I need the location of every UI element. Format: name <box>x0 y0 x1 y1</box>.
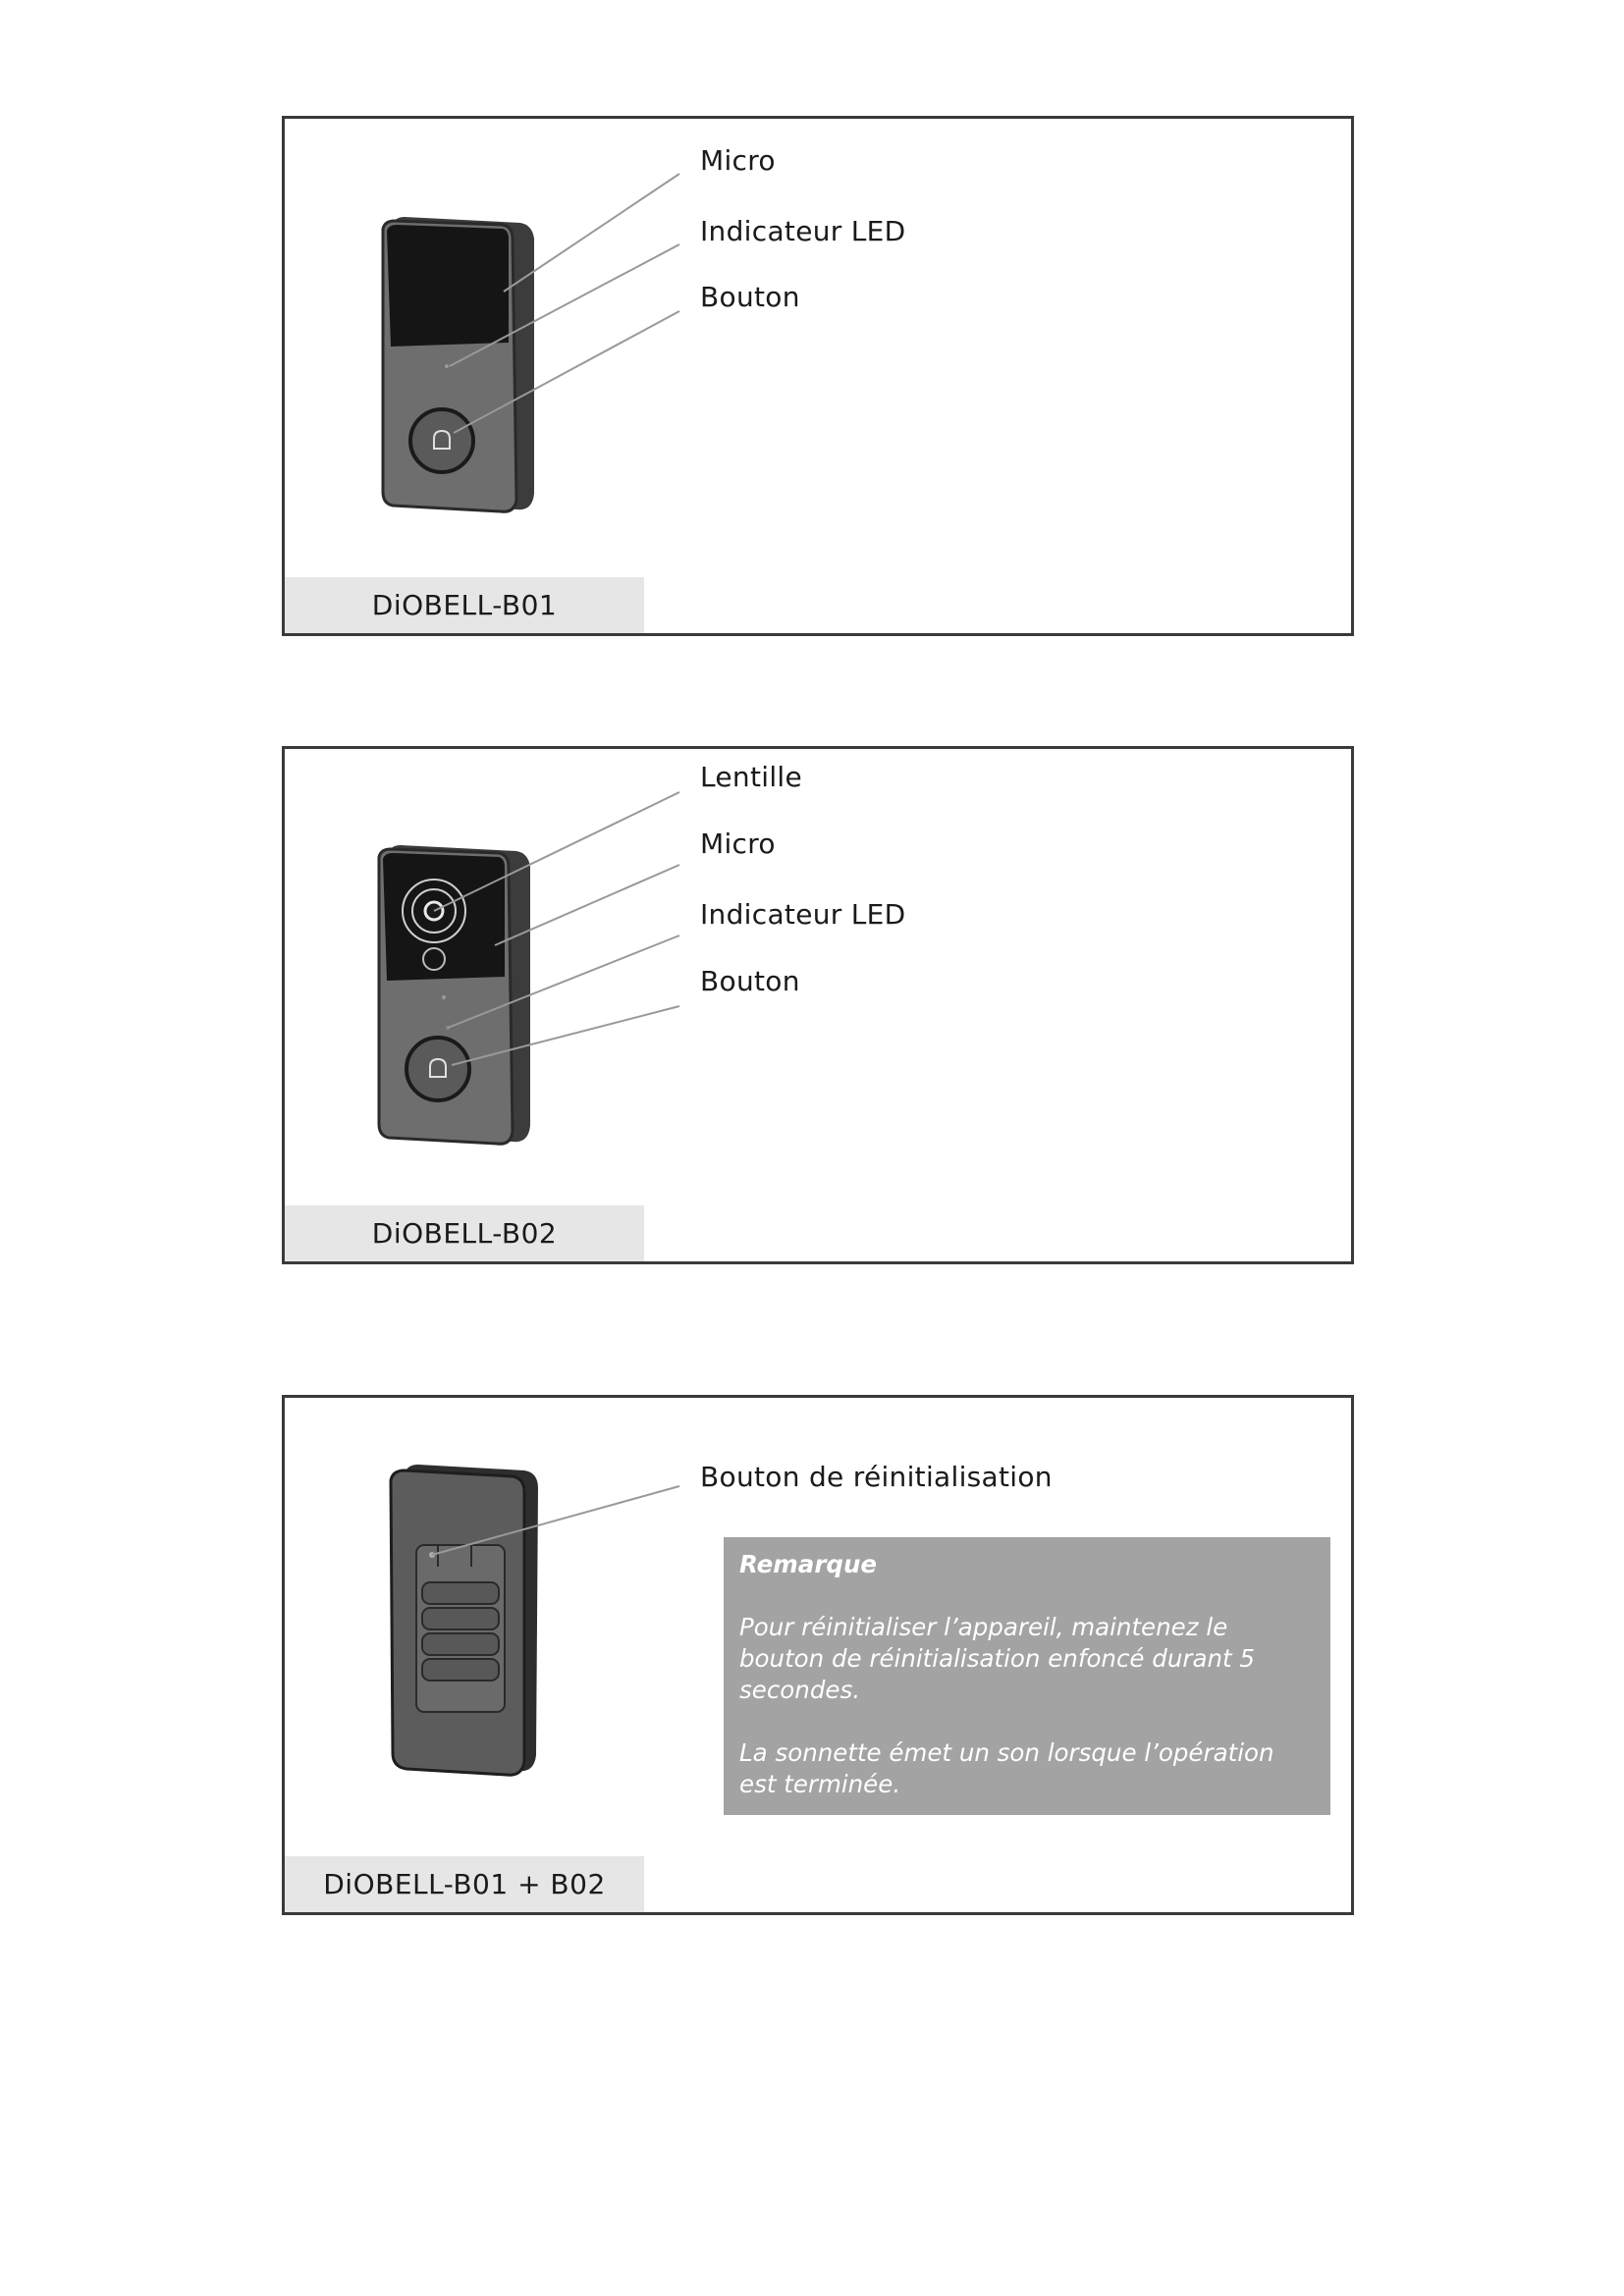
note-box <box>724 1537 1330 1815</box>
note-title: Remarque <box>739 1550 878 1578</box>
callout-micro: Micro <box>700 828 776 860</box>
callout-led-indicator: Indicateur LED <box>700 215 906 247</box>
callout-reset-button: Bouton de réinitialisation <box>700 1461 1053 1493</box>
note-paragraph: La sonnette émet un son lorsque l’opération est terminée. <box>739 1738 1274 1798</box>
callout-led-indicator: Indicateur LED <box>700 898 906 931</box>
model-label: DiOBELL-B02 <box>285 1205 644 1261</box>
model-label: DiOBELL-B01 <box>285 577 644 633</box>
panel-diobell-b02 <box>282 746 1354 1264</box>
note-paragraph: Pour réinitialiser l’appareil, maintenez le bouton de réinitialisation enfoncé durant 5 secondes. <box>739 1613 1255 1704</box>
doorbell-b02-illustration <box>285 749 1351 1263</box>
callout-micro: Micro <box>700 144 776 177</box>
model-label: DiOBELL-B01 + B02 <box>285 1856 644 1912</box>
doorbell-b01-illustration <box>285 119 1351 633</box>
callout-button: Bouton <box>700 281 800 313</box>
panel-reset <box>282 1395 1354 1915</box>
callout-button: Bouton <box>700 965 800 997</box>
panel-diobell-b01 <box>282 116 1354 636</box>
callout-lens: Lentille <box>700 761 803 793</box>
